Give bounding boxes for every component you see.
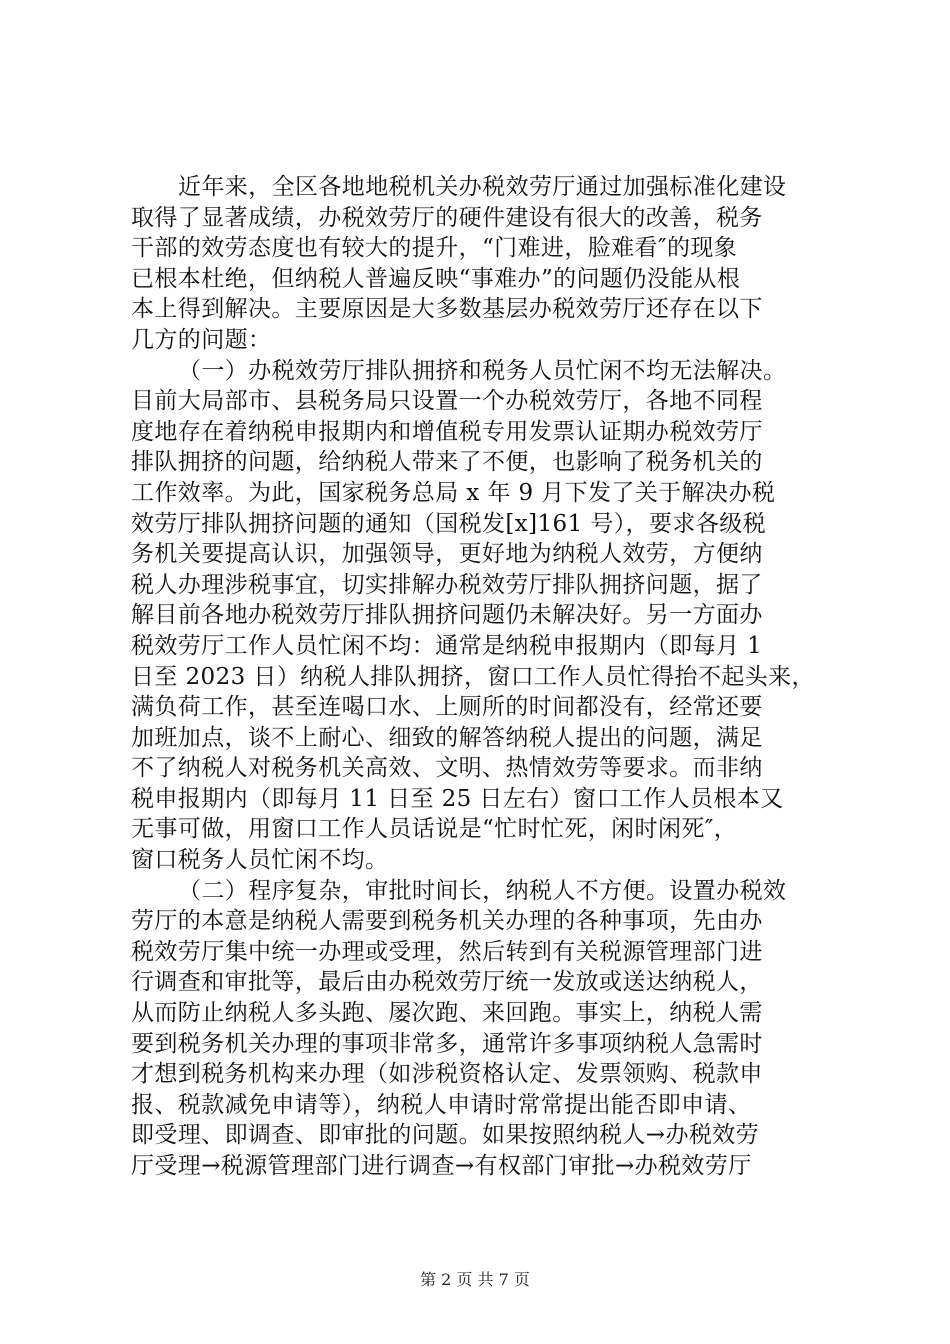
text-line: 劳厅的本意是纳税人需要到税务机关办理的各种事项，先由办 [131,908,763,935]
text-line: 窗口税务人员忙闲不均。 [131,847,389,874]
text-line: 报、税款减免申请等），纳税人申请时常常提出能否即申请、 [131,1091,752,1118]
text-line: 加班加点，谈不上耐心、细致的解答纳税人提出的问题，满足 [131,724,763,751]
text-line: 税效劳厅工作人员忙闲不均：通常是纳税申报期内（即每月 1 [131,632,763,659]
page-footer: 第 2 页 共 7 页 [420,1270,530,1289]
text-line: 目前大局部市、县税务局只设置一个办税效劳厅，各地不同程 [131,388,763,415]
text-line: 税效劳厅集中统一办理或受理，然后转到有关税源管理部门进 [131,938,763,965]
text-line: 已根本杜绝，但纳税人普遍反映“事难办”的问题仍没能从根 [131,265,741,292]
text-line: 排队拥挤的问题，给纳税人带来了不便，也影响了税务机关的 [131,449,763,476]
document-body [131,172,831,1182]
text-line: 务机关要提高认识，加强领导，更好地为纳税人效劳，方便纳 [131,541,763,568]
text-line: 解目前各地办税效劳厅排队拥挤问题仍未解决好。另一方面办 [131,602,763,629]
text-line: 无事可做，用窗口工作人员话说是“忙时忙死，闲时闲死″， [131,816,738,843]
text-line: 税人办理涉税事宜，切实排解办税效劳厅排队拥挤问题，据了 [131,571,763,598]
text-line: 几方的问题： [131,326,272,353]
text-line: 才想到税务机构来办理（如涉税资格认定、发票领购、税款申 [131,1061,763,1088]
text-line: 工作效率。为此，国家税务总局 x 年 9 月下发了关于解决办税 [131,479,776,506]
text-line: 不了纳税人对税务机关高效、文明、热情效劳等要求。而非纳 [131,755,763,782]
text-line: 从而防止纳税人多头跑、屡次跑、来回跑。事实上，纳税人需 [131,1000,763,1027]
text-line: （一）办税效劳厅排队拥挤和税务人员忙闲不均无法解决。 [178,357,787,384]
text-line: 即受理、即调查、即审批的问题。如果按照纳税人→办税效劳 [131,1122,760,1149]
text-line: 要到税务机关办理的事项非常多，通常许多事项纳税人急需时 [131,1030,763,1057]
text-line: 干部的效劳态度也有较大的提升，“门难进，脸难看″的现象 [131,235,738,262]
text-line: （二）程序复杂，审批时间长，纳税人不方便。设置办税效 [178,877,787,904]
text-line: 本上得到解决。主要原因是大多数基层办税效劳厅还存在以下 [131,296,763,323]
text-line: 取得了显著成绩，办税效劳厅的硬件建设有很大的改善，税务 [131,204,763,231]
text-line: 满负荷工作，甚至连喝口水、上厕所的时间都没有，经常还要 [131,694,763,721]
text-line: 税申报期内（即每月 11 日至 25 日左右）窗口工作人员根本又 [131,785,784,812]
text-line: 度地存在着纳税申报期内和增值税专用发票认证期办税效劳厅 [131,418,763,445]
text-line: 近年来，全区各地地税机关办税效劳厅通过加强标准化建设 [178,174,787,200]
text-line: 效劳厅排队拥挤问题的通知（国税发[x]161 号），要求各级税 [131,510,767,537]
text-line: 厅受理→税源管理部门进行调查→有权部门审批→办税效劳厅 [131,1153,752,1179]
text-line: 行调查和审批等，最后由办税效劳厅统一发放或送达纳税人， [131,969,763,996]
text-line: 日至 2023 日）纳税人排队拥挤，窗口工作人员忙得抬不起头来， [131,663,815,690]
